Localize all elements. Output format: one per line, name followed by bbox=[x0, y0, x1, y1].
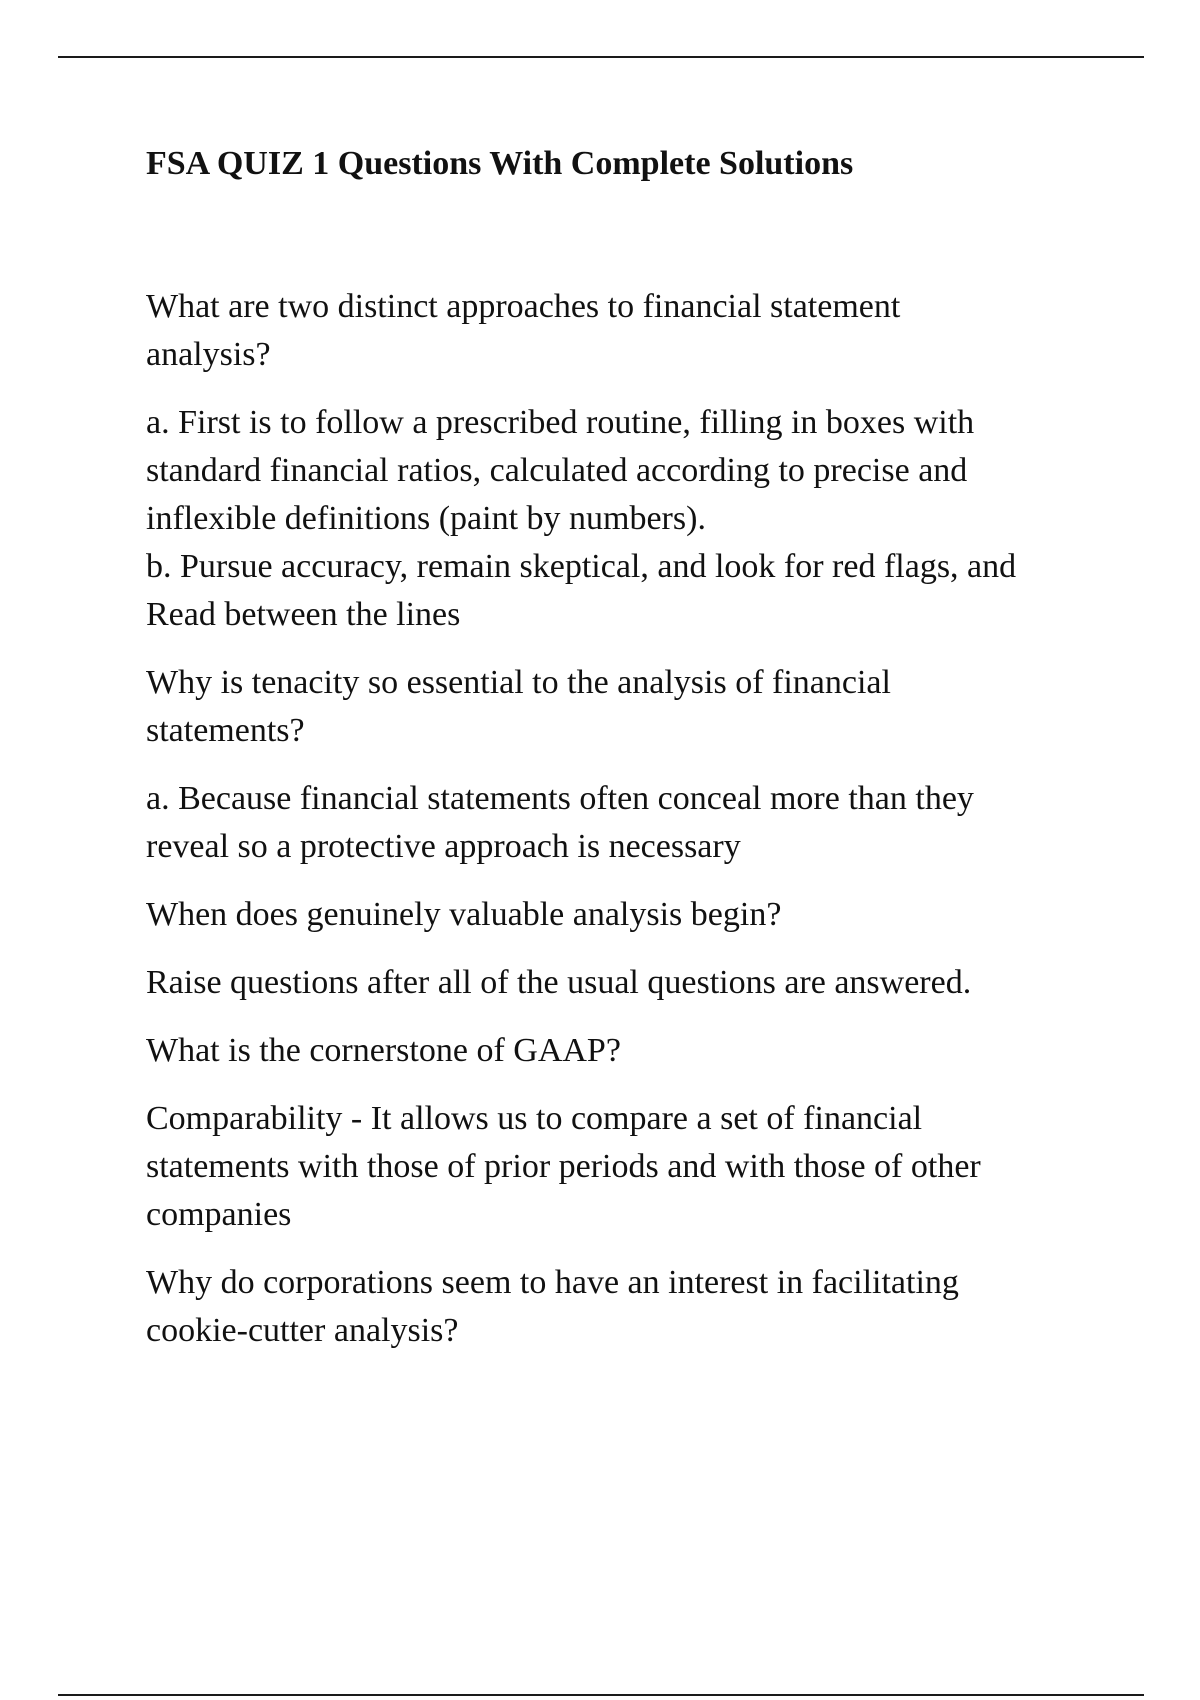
answer-4: Comparability - It allows us to compare a set of financial statements with those of prior periods and with those of other companies bbox=[146, 1100, 981, 1233]
question-2: Why is tenacity so essential to the analysis of financial statements? bbox=[146, 664, 891, 749]
answer-1: a. First is to follow a prescribed routine, filling in boxes with standard financial ratios, calculated according to precise and inflexible definitions (paint by numbers). b. Pursue accuracy, remain skeptical, and look for red flags, and Read between the lines bbox=[146, 404, 1017, 633]
document-title: FSA QUIZ 1 Questions With Complete Solutions bbox=[146, 145, 854, 182]
footer-rule bbox=[58, 1694, 1144, 1696]
header-rule bbox=[58, 56, 1144, 58]
quiz-content bbox=[146, 283, 1106, 1375]
question-5: Why do corporations seem to have an interest in facilitating cookie-cutter analysis? bbox=[146, 1264, 959, 1349]
question-4: What is the cornerstone of GAAP? bbox=[146, 1032, 621, 1069]
answer-2: a. Because financial statements often conceal more than they reveal so a protective approach is necessary bbox=[146, 780, 974, 865]
question-3: When does genuinely valuable analysis begin? bbox=[146, 896, 782, 933]
answer-3: Raise questions after all of the usual questions are answered. bbox=[146, 964, 972, 1001]
question-1: What are two distinct approaches to financial statement analysis? bbox=[146, 288, 901, 373]
